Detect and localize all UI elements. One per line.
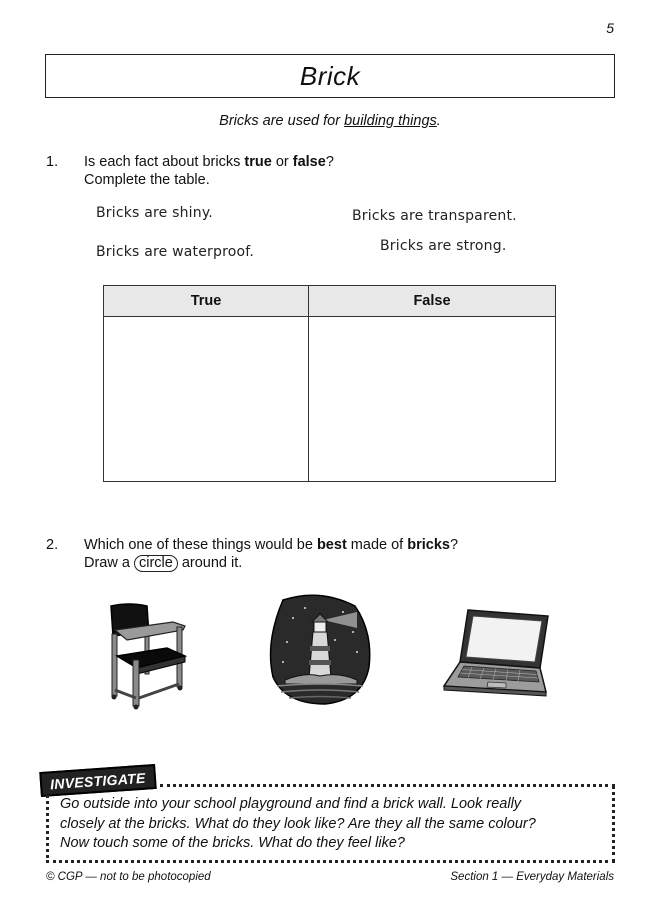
question-1-line-2: Complete the table. [84, 172, 210, 188]
fact-card[interactable]: Bricks are transparent. [352, 208, 517, 224]
question-2-line-2 [84, 554, 242, 572]
page-title: Brick [299, 60, 361, 91]
investigate-line-3: Now touch some of the bricks. What do they feel like? [60, 835, 405, 851]
title-box [45, 54, 615, 98]
lighthouse-icon[interactable] [265, 592, 375, 707]
q2-text-a: Which one of these things would be [84, 537, 317, 553]
fact-card[interactable]: Bricks are strong. [380, 238, 507, 254]
q2-text-c: made of [346, 537, 408, 553]
chair-icon[interactable] [103, 600, 193, 712]
circle-word: circle [134, 555, 178, 572]
q1-text-true: true [244, 154, 272, 170]
question-1-line-1 [84, 153, 334, 171]
laptop-icon[interactable] [440, 606, 552, 702]
q2-text-best: best [316, 537, 347, 553]
true-column-cell[interactable] [104, 317, 309, 482]
table-header-true: True [104, 286, 309, 317]
subtitle-prefix: Bricks are used for [219, 113, 345, 129]
page-number: 5 [606, 20, 614, 36]
question-2-number: 2. [46, 537, 59, 553]
table-header-false: False [309, 286, 556, 317]
q1-text-false: false [292, 154, 326, 170]
question-1-number: 1. [46, 154, 59, 170]
q2-text-around: around it. [177, 555, 243, 571]
investigate-tag: INVESTIGATE [39, 764, 156, 797]
false-column-cell[interactable] [309, 317, 556, 482]
investigate-text [60, 795, 608, 854]
q2-text-e: ? [449, 537, 459, 553]
true-false-table [103, 285, 556, 482]
q1-text-a: Is each fact about bricks [84, 154, 245, 170]
fact-card[interactable]: Bricks are shiny. [96, 205, 213, 221]
subtitle [0, 113, 660, 129]
q2-text-draw: Draw a [84, 555, 134, 571]
investigate-line-1: Go outside into your school playground and find a brick wall. Look really [60, 796, 522, 812]
subtitle-underlined: building things [344, 113, 437, 129]
fact-card[interactable]: Bricks are waterproof. [96, 244, 255, 260]
q1-text-c: or [271, 154, 293, 170]
footer-section: Section 1 — Everyday Materials [450, 871, 614, 883]
subtitle-suffix: . [436, 113, 441, 129]
question-2-line-1 [84, 536, 458, 554]
q1-text-e: ? [325, 154, 334, 170]
investigate-line-2: closely at the bricks. What do they look like? Are they all the same colour? [60, 815, 536, 832]
q2-text-bricks: bricks [407, 537, 450, 553]
footer-copyright: © CGP — not to be photocopied [46, 871, 211, 883]
